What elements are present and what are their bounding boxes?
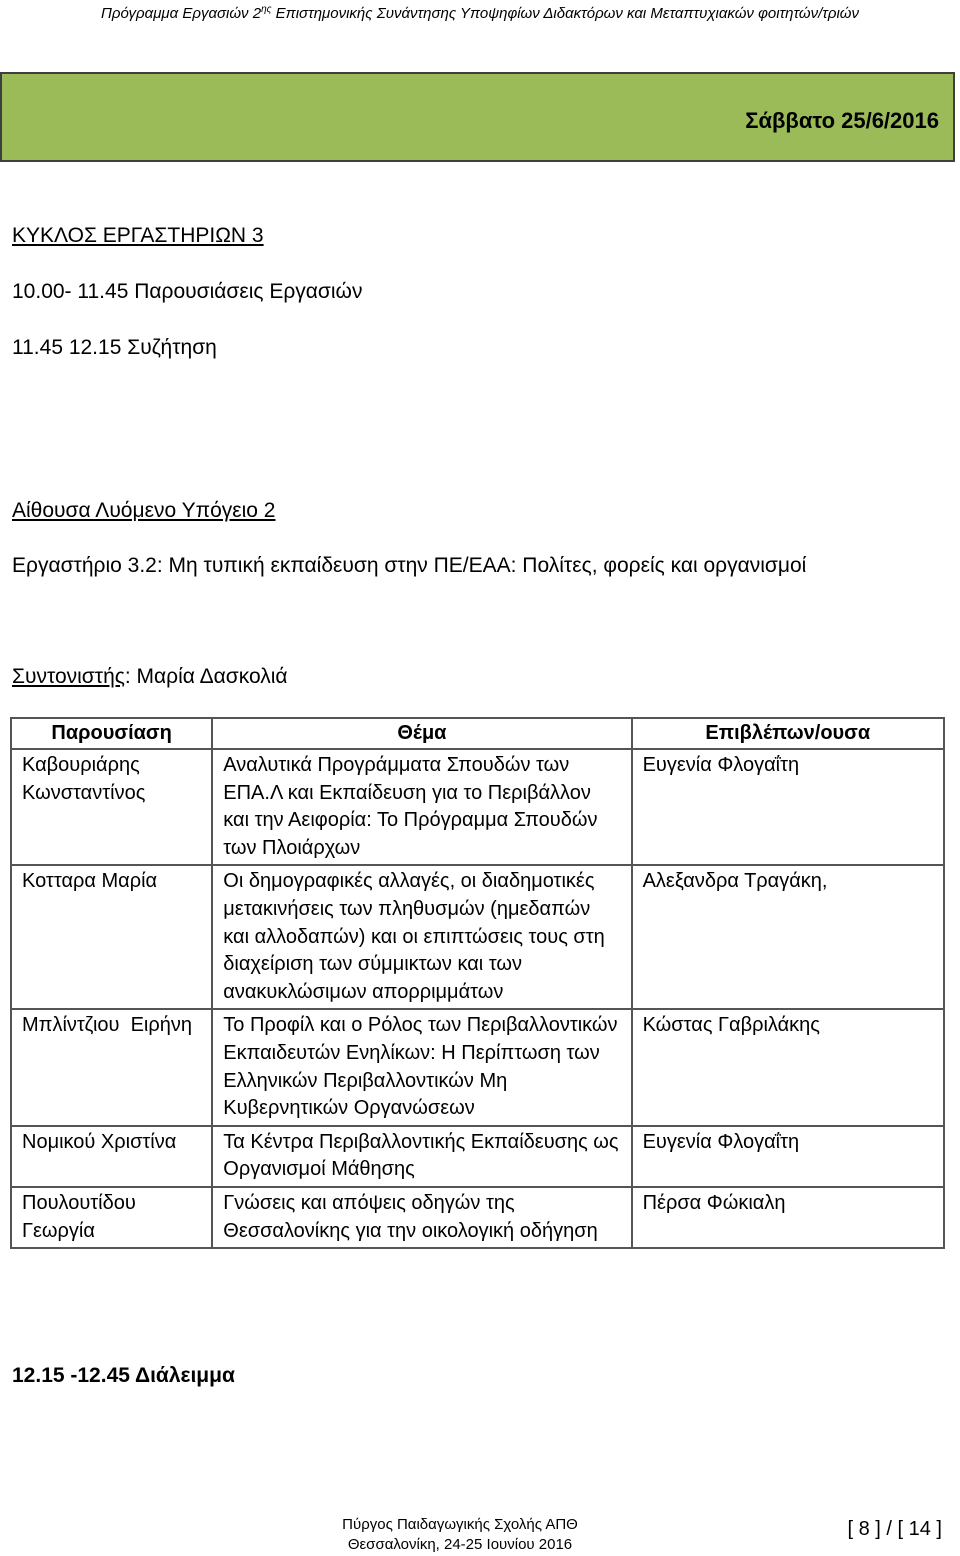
table-row bbox=[11, 1187, 944, 1248]
header-text: Πρόγραμμα Εργασιών 2 bbox=[101, 5, 262, 22]
coordinator-separator: : bbox=[124, 665, 137, 688]
presenter-cell: Πουλουτίδου Γεωργία bbox=[11, 1187, 212, 1248]
header-supervisor: Επιβλέπων/ουσα bbox=[632, 718, 944, 749]
page-header bbox=[0, 0, 960, 22]
topic-cell: Οι δημογραφικές αλλαγές, οι διαδημοτικές μετακινήσεις των πληθυσμών (ημεδαπών και αλλοδαπών) και οι επιπτώσεις τους στη διαχείριση των σύμμικτων και των ανακυκλώσιμων απορριμμάτων bbox=[212, 865, 631, 1009]
topic-cell: Γνώσεις και απόψεις οδηγών της Θεσσαλονίκης για την οικολογική οδήγηση bbox=[212, 1187, 631, 1248]
supervisor-cell: Ευγενία Φλογαΐτη bbox=[632, 749, 944, 865]
coordinator-label: Συντονιστής bbox=[12, 665, 125, 688]
date-text: Σάββατο 25/6/2016 bbox=[745, 108, 939, 133]
table-row bbox=[11, 1009, 944, 1125]
presenter-cell: Κοτταρα Μαρία bbox=[11, 865, 212, 1009]
header-text-rest: Επιστημονικής Συνάντησης Υποψηφίων Διδακτόρων και Μεταπτυχιακών φοιτητών/τριών bbox=[271, 5, 859, 22]
table-header-row bbox=[11, 718, 944, 749]
supervisor-cell: Ευγενία Φλογαΐτη bbox=[632, 1126, 944, 1187]
supervisor-cell: Αλεξανδρα Τραγάκη, bbox=[632, 865, 944, 1009]
schedule-table bbox=[10, 717, 945, 1249]
header-topic: Θέμα bbox=[212, 718, 631, 749]
footer-location: Πύργος Παιδαγωγικής Σχολής ΑΠΘ bbox=[342, 1516, 578, 1533]
topic-cell: Τα Κέντρα Περιβαλλοντικής Εκπαίδευσης ως Οργανισμοί Μάθησης bbox=[212, 1126, 631, 1187]
room-label: Αίθουσα Λυόμενο Υπόγειο 2 bbox=[12, 499, 276, 522]
cycle-title: ΚΥΚΛΟΣ ΕΡΓΑΣΤΗΡΙΩΝ 3 bbox=[12, 224, 264, 247]
date-banner bbox=[0, 72, 955, 162]
cycle-presentations-time: 10.00- 11.45 Παρουσιάσεις Εργασιών bbox=[12, 280, 363, 303]
topic-cell: Το Προφίλ και ο Ρόλος των Περιβαλλοντικών Εκπαιδευτών Ενηλίκων: Η Περίπτωση των Ελληνικών Περιβαλλοντικών Μη Κυβερνητικών Οργανώσεων bbox=[212, 1009, 631, 1125]
presenter-cell: Καβουριάρης Κωνσταντίνος bbox=[11, 749, 212, 865]
coordinator-name: Μαρία Δασκολιά bbox=[136, 665, 288, 688]
topic-cell: Αναλυτικά Προγράμματα Σπουδών των ΕΠΑ.Λ και Εκπαίδευση για το Περιβάλλον και την Αειφορία: Το Πρόγραμμα Σπουδών των Πλοιάρχων bbox=[212, 749, 631, 865]
footer-date: Θεσσαλονίκη, 24-25 Ιουνίου 2016 bbox=[347, 1536, 573, 1553]
supervisor-cell: Κώστας Γαβριλάκης bbox=[632, 1009, 944, 1125]
presenter-cell: Μπλίντζιου Ειρήνη bbox=[11, 1009, 212, 1125]
workshop-title: Εργαστήριο 3.2: Μη τυπική εκπαίδευση στην ΠΕ/ΕΑΑ: Πολίτες, φορείς και οργανισμοί bbox=[12, 554, 807, 577]
table-row bbox=[11, 1126, 944, 1187]
break-time: 12.15 -12.45 Διάλειμμα bbox=[12, 1364, 235, 1387]
table-row bbox=[11, 749, 944, 865]
table-row bbox=[11, 865, 944, 1009]
presenter-cell: Νομικού Χριστίνα bbox=[11, 1126, 212, 1187]
header-superscript: ης bbox=[261, 4, 272, 15]
header-presentation: Παρουσίαση bbox=[11, 718, 212, 749]
supervisor-cell: Πέρσα Φώκιαλη bbox=[632, 1187, 944, 1248]
page-number: [ 8 ] / [ 14 ] bbox=[847, 1518, 942, 1540]
cycle-discussion-time: 11.45 12.15 Συζήτηση bbox=[12, 336, 217, 359]
coordinator bbox=[12, 665, 288, 689]
